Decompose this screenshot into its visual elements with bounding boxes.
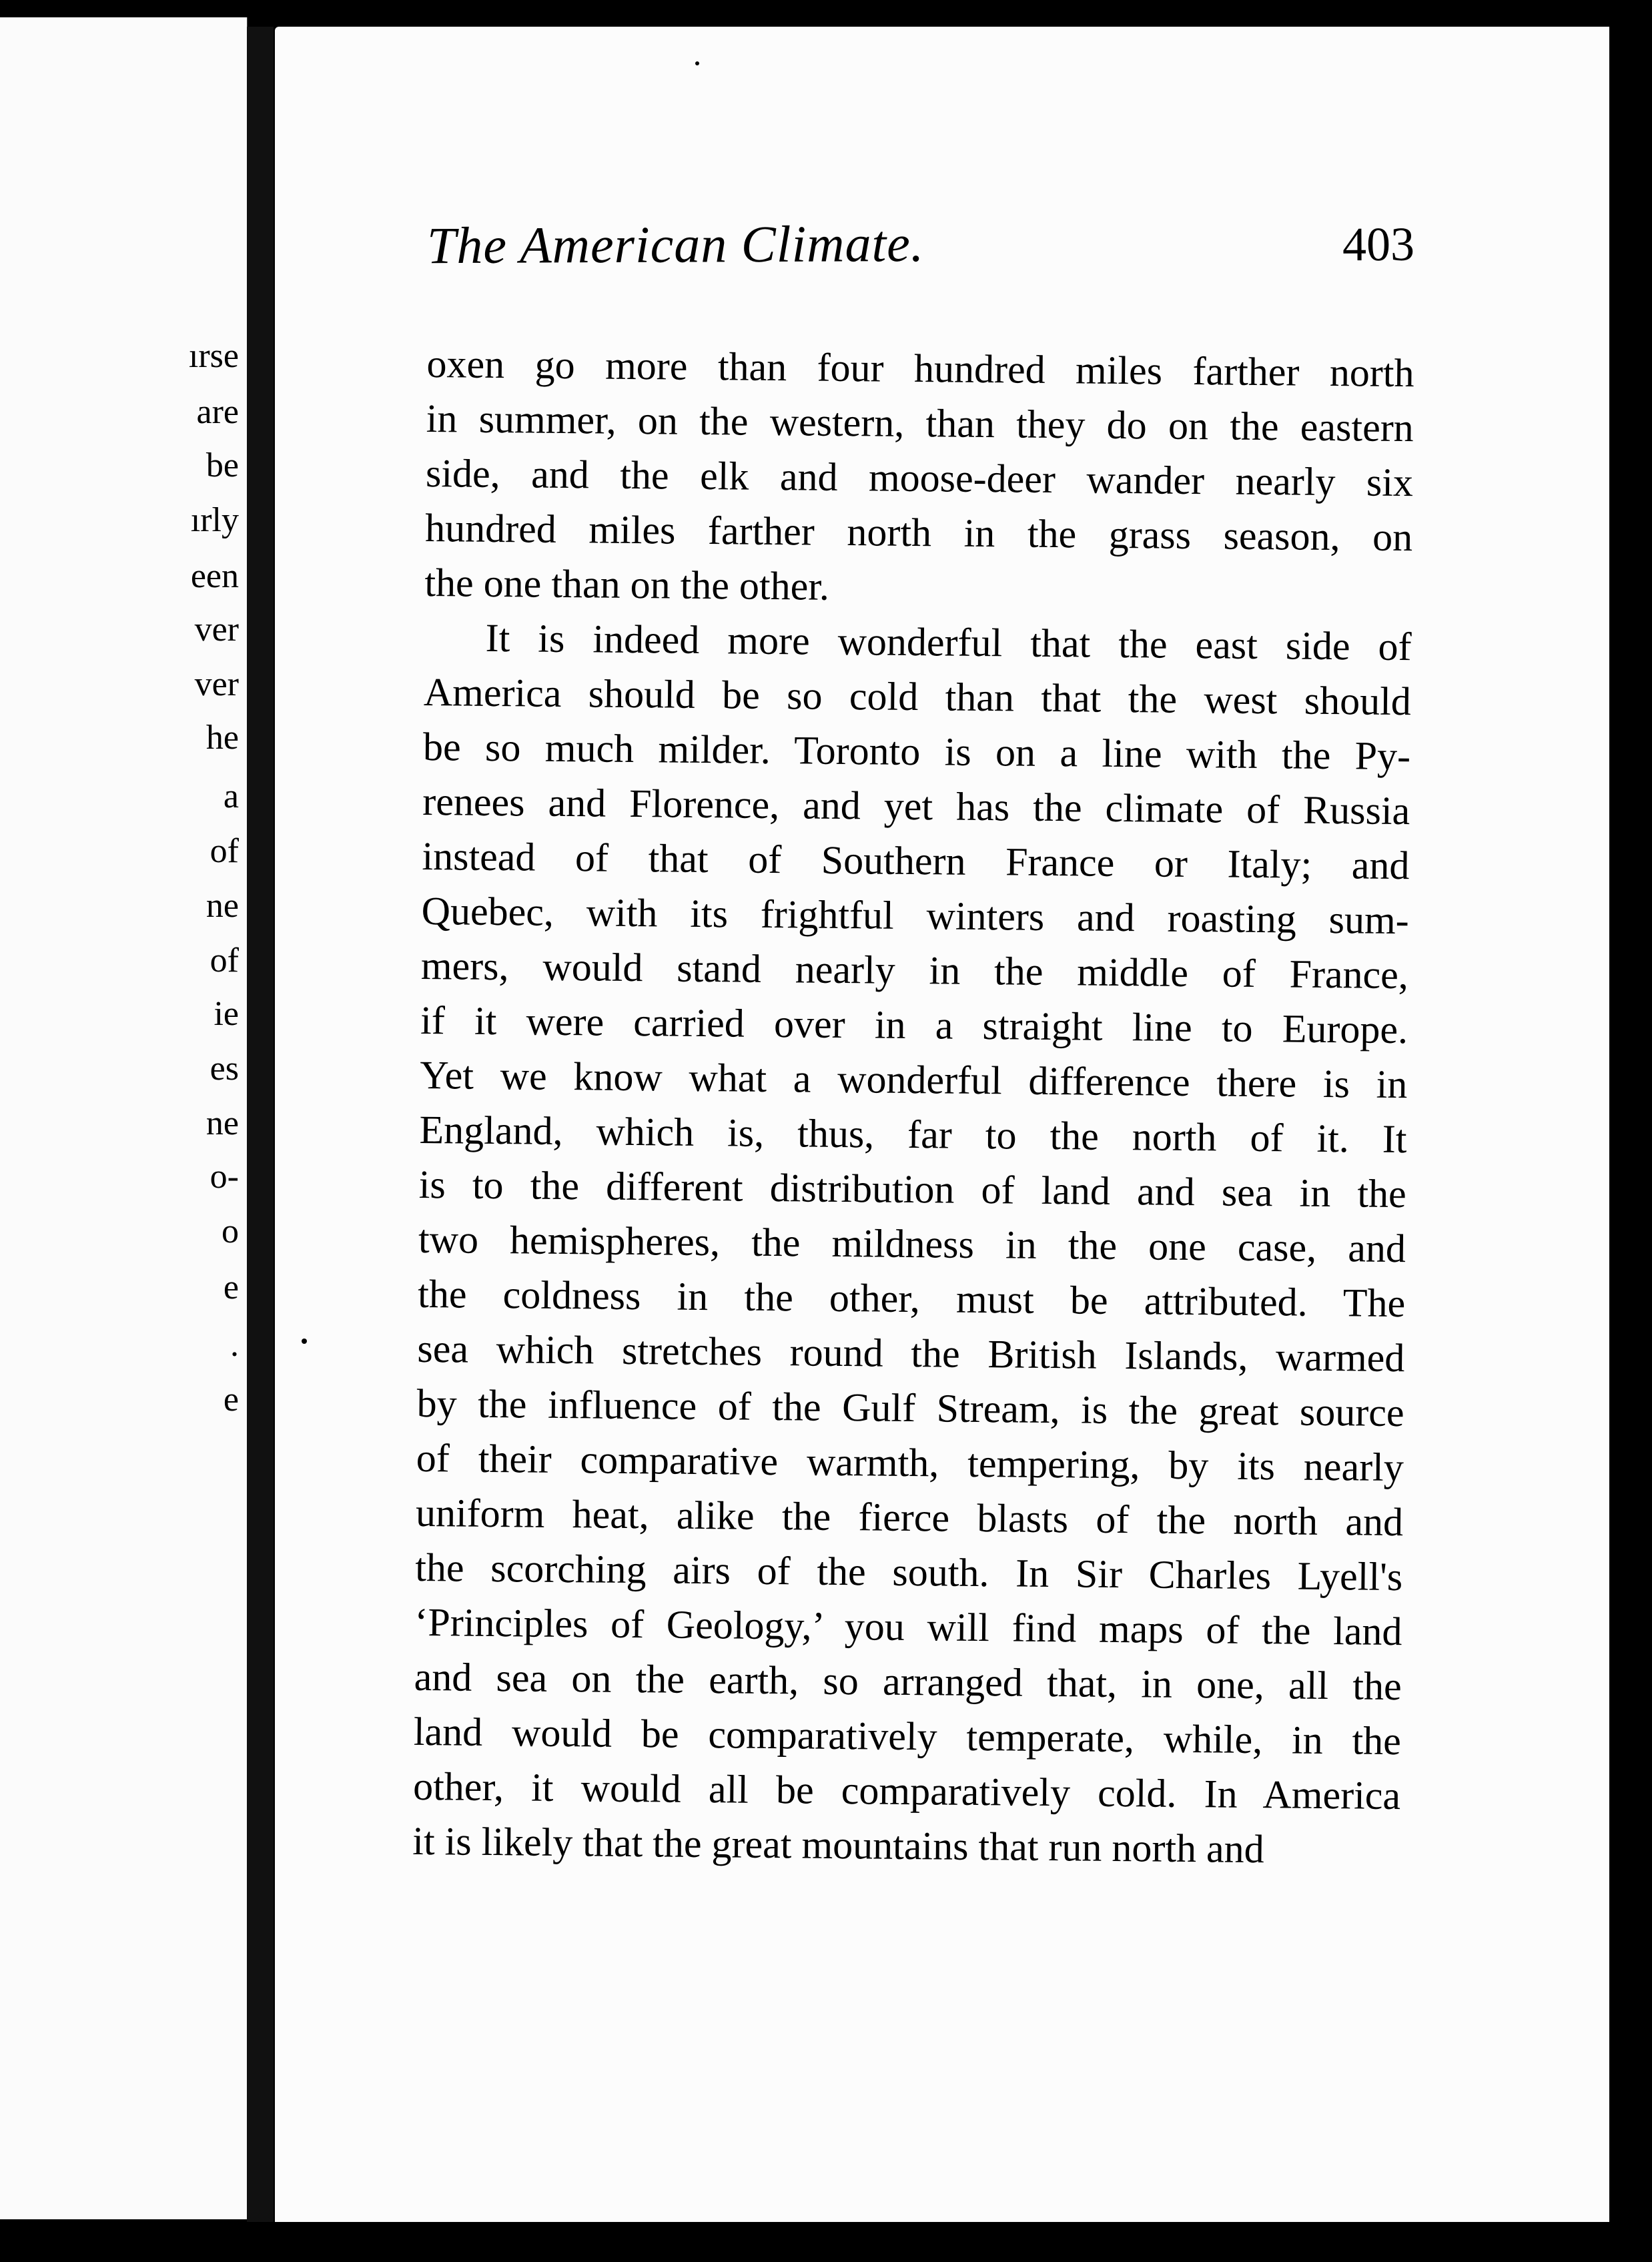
print-speck (695, 61, 699, 65)
text-line: It is indeed more wonderful that the east side of (485, 615, 1412, 669)
left-page-fragment: are (196, 393, 239, 431)
text-line: mers, would stand nearly in the middle of France, (420, 943, 1409, 998)
left-page-fragment: he (205, 719, 239, 757)
text-line: be so much milder. Toronto is on a line with the Py- (422, 724, 1411, 779)
left-page-fragment: ver (194, 611, 239, 649)
text-line: the coldness in the other, must be attributed. The (417, 1271, 1406, 1326)
book-gutter (247, 27, 274, 2222)
text-line: uniform heat, alike the fierce blasts of the north and (415, 1490, 1404, 1545)
text-line: ‘Principles of Geology,’ you will find maps of the land (414, 1599, 1402, 1654)
left-page-fragment: of (210, 941, 239, 980)
left-page-fragment: a (223, 777, 239, 815)
left-page-fragment: e (223, 1381, 239, 1419)
text-line: side, and the elk and moose-deer wander nearly six (425, 450, 1414, 505)
left-page-fragment: o (222, 1212, 239, 1250)
text-line: sea which stretches round the British Islands, warmed (417, 1326, 1405, 1381)
text-line: hundred miles farther north in the grass season, on (424, 505, 1413, 560)
text-line: the scorching airs of the south. In Sir Charles Lyell's (414, 1545, 1403, 1599)
text-line: land would be comparatively temperate, while, in the (413, 1709, 1402, 1764)
text-line: other, it would all be comparatively cold. In America (412, 1764, 1401, 1818)
left-page-fragment: o- (210, 1158, 239, 1196)
left-page-fragment: . (230, 1326, 239, 1364)
text-line: England, which is, thus, far to the north of it. It (419, 1107, 1407, 1162)
body-text (412, 336, 1414, 1878)
left-page-fragment: e (223, 1268, 239, 1306)
left-page-fragment: ırse (188, 337, 239, 375)
left-page-fragment: ırly (190, 501, 239, 539)
text-line: America should be so cold than that the west should (423, 669, 1412, 724)
left-page-fragment: of (210, 832, 239, 870)
text-line: two hemispheres, the mildness in the one case, and (418, 1216, 1406, 1271)
left-facing-page (0, 17, 248, 2219)
left-page-fragment: ne (205, 1104, 239, 1142)
text-line: it is likely that the great mountains that run north and (412, 1818, 1265, 1872)
text-line: of their comparative warmth, tempering, by its nearly (416, 1435, 1404, 1490)
text-line: and sea on the earth, so arranged that, in one, all the (414, 1654, 1402, 1709)
text-line: renees and Florence, and yet has the climate of Russia (422, 779, 1410, 833)
text-line: in summer, on the western, than they do on the eastern (426, 396, 1414, 450)
print-speck (824, 2233, 829, 2237)
page-number: 403 (1342, 217, 1415, 272)
text-line: the one than on the other. (424, 560, 830, 609)
running-title: The American Climate. (426, 214, 925, 275)
text-line: oxen go more than four hundred miles farther north (426, 341, 1414, 396)
left-page-fragment: be (205, 446, 239, 484)
left-page-fragment: es (210, 1050, 239, 1088)
left-page-fragment: een (190, 557, 239, 595)
text-line: if it were carried over in a straight line to Europe. (420, 998, 1408, 1052)
print-speck (302, 1339, 307, 1344)
text-line: Quebec, with its frightful winters and roasting sum- (421, 888, 1409, 943)
left-page-fragment: ver (194, 665, 239, 703)
text-line: Yet we know what a wonderful difference there is in (420, 1052, 1408, 1107)
page-header (427, 212, 1414, 289)
text-line: by the influence of the Gulf Stream, is the great source (416, 1381, 1404, 1435)
text-line: instead of that of Southern France or Italy; and (422, 833, 1410, 888)
left-page-fragment: ne (205, 887, 239, 925)
text-line: is to the different distribution of land and sea in the (418, 1162, 1407, 1216)
left-page-fragment: ie (214, 995, 239, 1033)
